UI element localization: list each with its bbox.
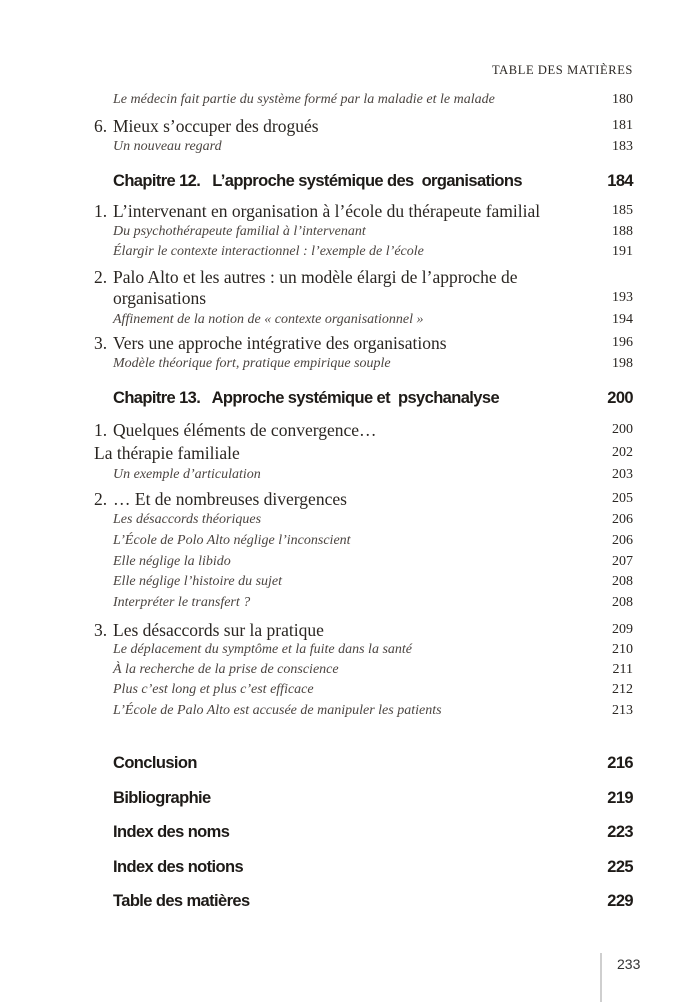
entry-title: Elle néglige la libido [113,554,231,569]
entry-title: Table des matières [113,892,250,910]
entry-number: 6. [94,116,108,136]
entry-title: Index des noms [113,823,230,841]
entry-page: 200 [612,422,633,437]
toc-section-entry [0,115,700,137]
entry-page: 194 [612,312,633,327]
entry-title: À la recherche de la prise de conscience [113,662,339,677]
toc-subsection-entry [0,241,700,263]
toc-section-entry [0,287,700,309]
entry-page: 202 [612,445,633,460]
entry-title: Du psychothérapeute familial à l’intervenant [113,224,366,239]
toc-section-entry [0,419,700,441]
entry-number: 3. [94,333,108,353]
toc-chapter-entry [0,787,700,809]
entry-page: 206 [612,512,633,527]
entry-title: Les désaccords sur la pratique [113,620,324,640]
entry-title: Élargir le contexte interactionnel : l’exemple de l’école [113,244,424,259]
toc-subsection-entry [0,464,700,486]
entry-title: Quelques éléments de convergence… [113,420,377,440]
entry-page: 212 [612,682,633,697]
entry-title: La thérapie familiale [94,443,240,463]
entry-title: Le médecin fait partie du système formé par la maladie et le malade [113,92,495,107]
entry-title: Le déplacement du symptôme et la fuite dans la santé [113,642,412,657]
entry-title: Un nouveau regard [113,139,222,154]
entry-page: 196 [612,335,633,350]
running-header: TABLE DES MATIÈRES [491,63,633,77]
entry-page: 205 [612,491,633,506]
entry-number: 1. [94,420,108,440]
toc-subsection-entry [0,530,700,552]
entry-title: Index des notions [113,858,244,876]
toc-subsection-entry [0,509,700,531]
entry-title: Chapitre 13. Approche systémique et psychanalyse [113,389,500,407]
entry-page: 223 [607,823,633,841]
toc-subsection-entry [0,571,700,593]
entry-page: 191 [612,244,633,259]
toc-section-entry [0,488,700,510]
toc-subsection-entry [0,136,700,158]
entry-title: Elle néglige l’histoire du sujet [113,574,283,589]
entry-title: Modèle théorique fort, pratique empirique souple [113,356,391,371]
entry-title: L’École de Palo Alto est accusée de manipuler les patients [113,703,442,718]
entry-page: 203 [612,467,633,482]
toc-chapter-entry [0,170,700,192]
entry-title: organisations [113,288,207,308]
toc-subsection-entry [0,353,700,375]
toc-subsection-entry [0,700,700,722]
entry-page: 206 [612,533,633,548]
entry-page: 213 [612,703,633,718]
toc-chapter-entry [0,856,700,878]
entry-number: 1. [94,201,108,221]
entry-title: L’École de Polo Alto néglige l’inconscient [113,533,351,548]
toc-subsection-entry [0,659,700,681]
entry-page: 207 [612,554,633,569]
entry-page: 181 [612,118,633,133]
entry-title: Chapitre 12. L’approche systémique des organisations [113,172,522,190]
toc-section-entry [0,200,700,222]
entry-page: 229 [607,892,633,910]
entry-page: 216 [607,754,633,772]
toc-subsection-entry [0,592,700,614]
toc-section-entry [0,442,700,464]
entry-number: 3. [94,620,108,640]
toc-subsection-entry [0,679,700,701]
entry-page: 210 [612,642,633,657]
entry-page: 225 [607,858,633,876]
toc-chapter-entry [0,890,700,912]
entry-number: 2. [94,489,108,509]
toc-chapter-entry [0,752,700,774]
entry-title: Affinement de la notion de « contexte organisationnel » [113,312,424,327]
entry-title: Les désaccords théoriques [113,512,262,527]
entry-page: 209 [612,622,633,637]
entry-title: Mieux s’occuper des drogués [113,116,319,136]
entry-page: 184 [607,172,633,190]
toc-section-entry [0,619,700,641]
entry-title: Vers une approche intégrative des organisations [113,333,447,353]
toc-subsection-entry [0,639,700,661]
toc-subsection-entry [0,551,700,573]
toc-subsection-entry [0,89,700,111]
toc-section-entry [0,332,700,354]
entry-page: 198 [612,356,633,371]
entry-title: Interpréter le transfert ? [113,595,251,610]
entry-title: Conclusion [113,754,197,772]
entry-number: 2. [94,267,108,287]
entry-page: 183 [612,139,633,154]
entry-page: 211 [612,662,633,677]
entry-page: 219 [607,789,633,807]
toc-section-entry [0,266,700,288]
toc-subsection-entry [0,309,700,331]
toc-chapter-entry [0,387,700,409]
entry-page: 185 [612,203,633,218]
toc-chapter-entry [0,821,700,843]
entry-page: 193 [612,290,633,305]
toc-subsection-entry [0,221,700,243]
page-number: 233 [617,956,641,972]
entry-page: 208 [612,574,633,589]
entry-title: L’intervenant en organisation à l’école du thérapeute familial [113,201,541,221]
entry-page: 200 [607,389,633,407]
folio-divider [600,953,602,1002]
entry-page: 180 [612,92,633,107]
entry-page: 208 [612,595,633,610]
entry-title: Un exemple d’articulation [113,467,261,482]
entry-title: Plus c’est long et plus c’est efficace [113,682,314,697]
entry-title: Bibliographie [113,789,211,807]
entry-title: … Et de nombreuses divergences [113,489,347,509]
entry-title: Palo Alto et les autres : un modèle élargi de l’approche de [113,267,518,287]
entry-page: 188 [612,224,633,239]
